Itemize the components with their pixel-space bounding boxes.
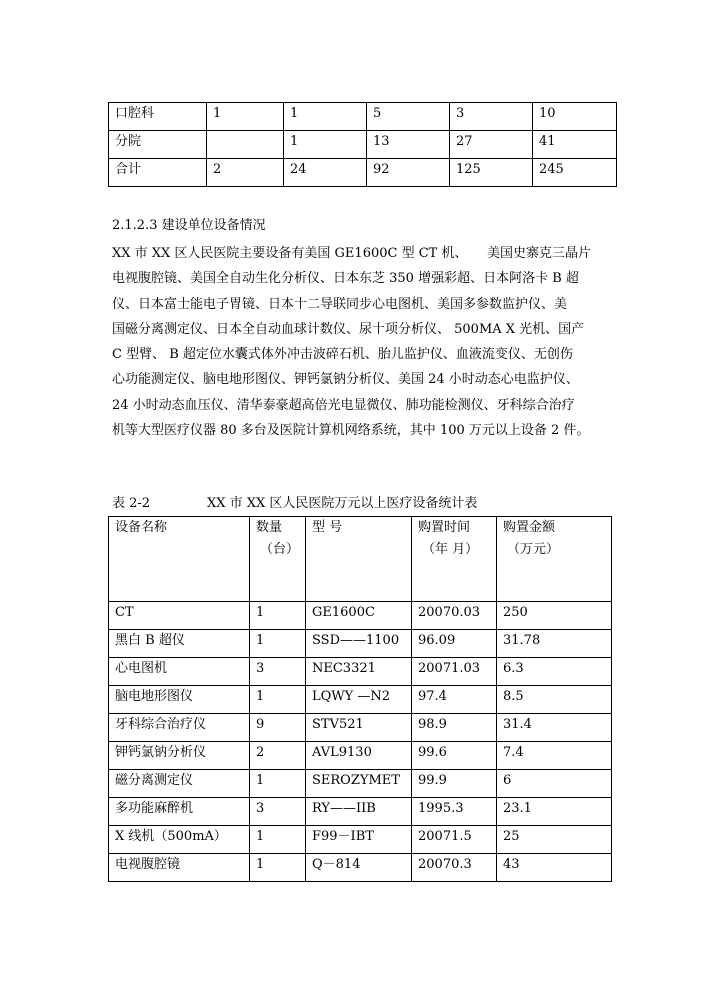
table-cell: 1	[284, 131, 367, 159]
table-cell: 磁分离测定仪	[109, 770, 250, 798]
table-cell: 5	[367, 103, 450, 131]
table-cell: 1	[250, 686, 306, 714]
header-quantity-unit: （台）	[260, 542, 300, 557]
table-cell: 43	[497, 854, 612, 882]
header-purchase-amount-unit: （万元）	[507, 542, 560, 557]
table-cell: 3	[450, 103, 533, 131]
table-cell: 250	[497, 602, 612, 630]
table-cell: 多功能麻醉机	[109, 798, 250, 826]
table-cell: F99－IBT	[306, 826, 412, 854]
header-quantity-label: 数量	[256, 520, 283, 535]
table-cell: SEROZYMET	[306, 770, 412, 798]
header-purchase-amount	[497, 517, 612, 602]
table-cell: 20070.03	[412, 602, 497, 630]
table-cell: 10	[533, 103, 617, 131]
table-cell: 13	[367, 131, 450, 159]
equipment-header-row	[109, 517, 612, 602]
table-cell: 27	[450, 131, 533, 159]
table-cell: 20071.03	[412, 658, 497, 686]
table-cell: 1	[207, 103, 284, 131]
table-cell: 1	[250, 630, 306, 658]
table-cell: 6.3	[497, 658, 612, 686]
equipment-table-body	[109, 517, 612, 882]
department-summary-table	[108, 102, 617, 187]
table-cell: 6	[497, 770, 612, 798]
table-row	[109, 798, 612, 826]
table-cell: 99.6	[412, 742, 497, 770]
table-row	[109, 159, 617, 187]
table-title: XX 市 XX 区人民医院万元以上医疗设备统计表	[207, 496, 478, 511]
table-cell: 99.9	[412, 770, 497, 798]
table-cell: 96.09	[412, 630, 497, 658]
table-cell: 合计	[109, 159, 207, 187]
table-cell: 1995.3	[412, 798, 497, 826]
header-quantity	[250, 517, 306, 602]
paragraph-line: 电视腹腔镜、美国全自动生化分析仪、日本东芝 350 增强彩超、日本阿洛卡 B 超	[112, 271, 579, 287]
table-row	[109, 658, 612, 686]
header-purchase-time	[412, 517, 497, 602]
table-cell: 钾钙氯钠分析仪	[109, 742, 250, 770]
table-row	[109, 714, 612, 742]
table-cell: 7.4	[497, 742, 612, 770]
header-model-label: 型 号	[312, 520, 343, 535]
table-cell: LQWY —N2	[306, 686, 412, 714]
table-cell: 黑白 B 超仪	[109, 630, 250, 658]
header-name	[109, 517, 250, 602]
equipment-table	[108, 516, 612, 882]
table-cell: 3	[250, 658, 306, 686]
table-cell: 分院	[109, 131, 207, 159]
table-row	[109, 742, 612, 770]
table-cell: 1	[250, 826, 306, 854]
table-cell: AVL9130	[306, 742, 412, 770]
table-cell: 1	[250, 602, 306, 630]
table-cell: 1	[250, 854, 306, 882]
paragraph-line: 24 小时动态血压仪、清华泰豪超高倍光电显微仪、肺功能检测仪、牙科综合治疗	[112, 397, 575, 413]
table-cell: 2	[250, 742, 306, 770]
table-cell: 牙科综合治疗仪	[109, 714, 250, 742]
section-heading: 2.1.2.3 建设单位设备情况	[112, 218, 266, 233]
table-cell: 92	[367, 159, 450, 187]
table-cell: 31.78	[497, 630, 612, 658]
table-caption	[112, 494, 478, 514]
table-cell: Q－814	[306, 854, 412, 882]
table-cell: NEC3321	[306, 658, 412, 686]
table-cell: 125	[450, 159, 533, 187]
header-name-label: 设备名称	[115, 520, 168, 535]
table-cell: 8.5	[497, 686, 612, 714]
table-cell: 41	[533, 131, 617, 159]
table-row	[109, 826, 612, 854]
table-row	[109, 686, 612, 714]
paragraph-line: C 型臂、 B 超定位水囊式体外冲击波碎石机、胎儿监护仪、血液流变仪、无创伤	[112, 347, 573, 363]
table-row	[109, 770, 612, 798]
paragraph-line: 心功能测定仪、脑电地形图仪、钾钙氯钠分析仪、美国 24 小时动态心电监护仪、	[112, 372, 579, 388]
table-cell: CT	[109, 602, 250, 630]
table-cell: 口腔科	[109, 103, 207, 131]
table-cell: 电视腹腔镜	[109, 854, 250, 882]
table-cell: 23.1	[497, 798, 612, 826]
header-purchase-time-label: 购置时间	[418, 520, 471, 535]
table-row	[109, 602, 612, 630]
table-cell: GE1600C	[306, 602, 412, 630]
table-cell: 20071.5	[412, 826, 497, 854]
table-cell: 97.4	[412, 686, 497, 714]
table-cell: 1	[250, 770, 306, 798]
table-cell: 3	[250, 798, 306, 826]
table-cell: 245	[533, 159, 617, 187]
table-cell: 心电图机	[109, 658, 250, 686]
paragraph-line: XX 市 XX 区人民医院主要设备有美国 GE1600C 型 CT 机、 美国史寨克三晶片	[112, 246, 591, 261]
table-row	[109, 131, 617, 159]
header-purchase-time-unit: （年 月）	[422, 542, 479, 557]
header-model	[306, 517, 412, 602]
table-row	[109, 854, 612, 882]
paragraph-line: 机等大型医疗仪器 80 多台及医院计算机网络系统，其中 100 万元以上设备 2 件。	[112, 423, 590, 439]
department-summary-body	[109, 103, 617, 187]
table-cell: 24	[284, 159, 367, 187]
table-cell: 1	[284, 103, 367, 131]
table-row	[109, 103, 617, 131]
table-cell: 20070.3	[412, 854, 497, 882]
table-cell: 脑电地形图仪	[109, 686, 250, 714]
table-cell: 2	[207, 159, 284, 187]
header-purchase-amount-label: 购置金额	[503, 520, 556, 535]
table-cell: STV521	[306, 714, 412, 742]
paragraph-line: 国磁分离测定仪、日本全自动血球计数仪、尿十项分析仪、 500MA X 光机、国产	[112, 321, 585, 337]
table-cell: 25	[497, 826, 612, 854]
paragraph-line: 仪、日本富士能电子胃镜、日本十二导联同步心电图机、美国多参数监护仪、美	[112, 296, 568, 312]
table-cell: SSD——1100	[306, 630, 412, 658]
table-cell: 98.9	[412, 714, 497, 742]
table-cell: X 线机（500mA）	[109, 826, 250, 854]
equipment-paragraph	[112, 241, 612, 443]
table-cell	[207, 131, 284, 159]
table-cell: 9	[250, 714, 306, 742]
table-cell: RY——IIB	[306, 798, 412, 826]
table-row	[109, 630, 612, 658]
table-label: 表 2-2	[112, 496, 151, 511]
table-cell: 31.4	[497, 714, 612, 742]
